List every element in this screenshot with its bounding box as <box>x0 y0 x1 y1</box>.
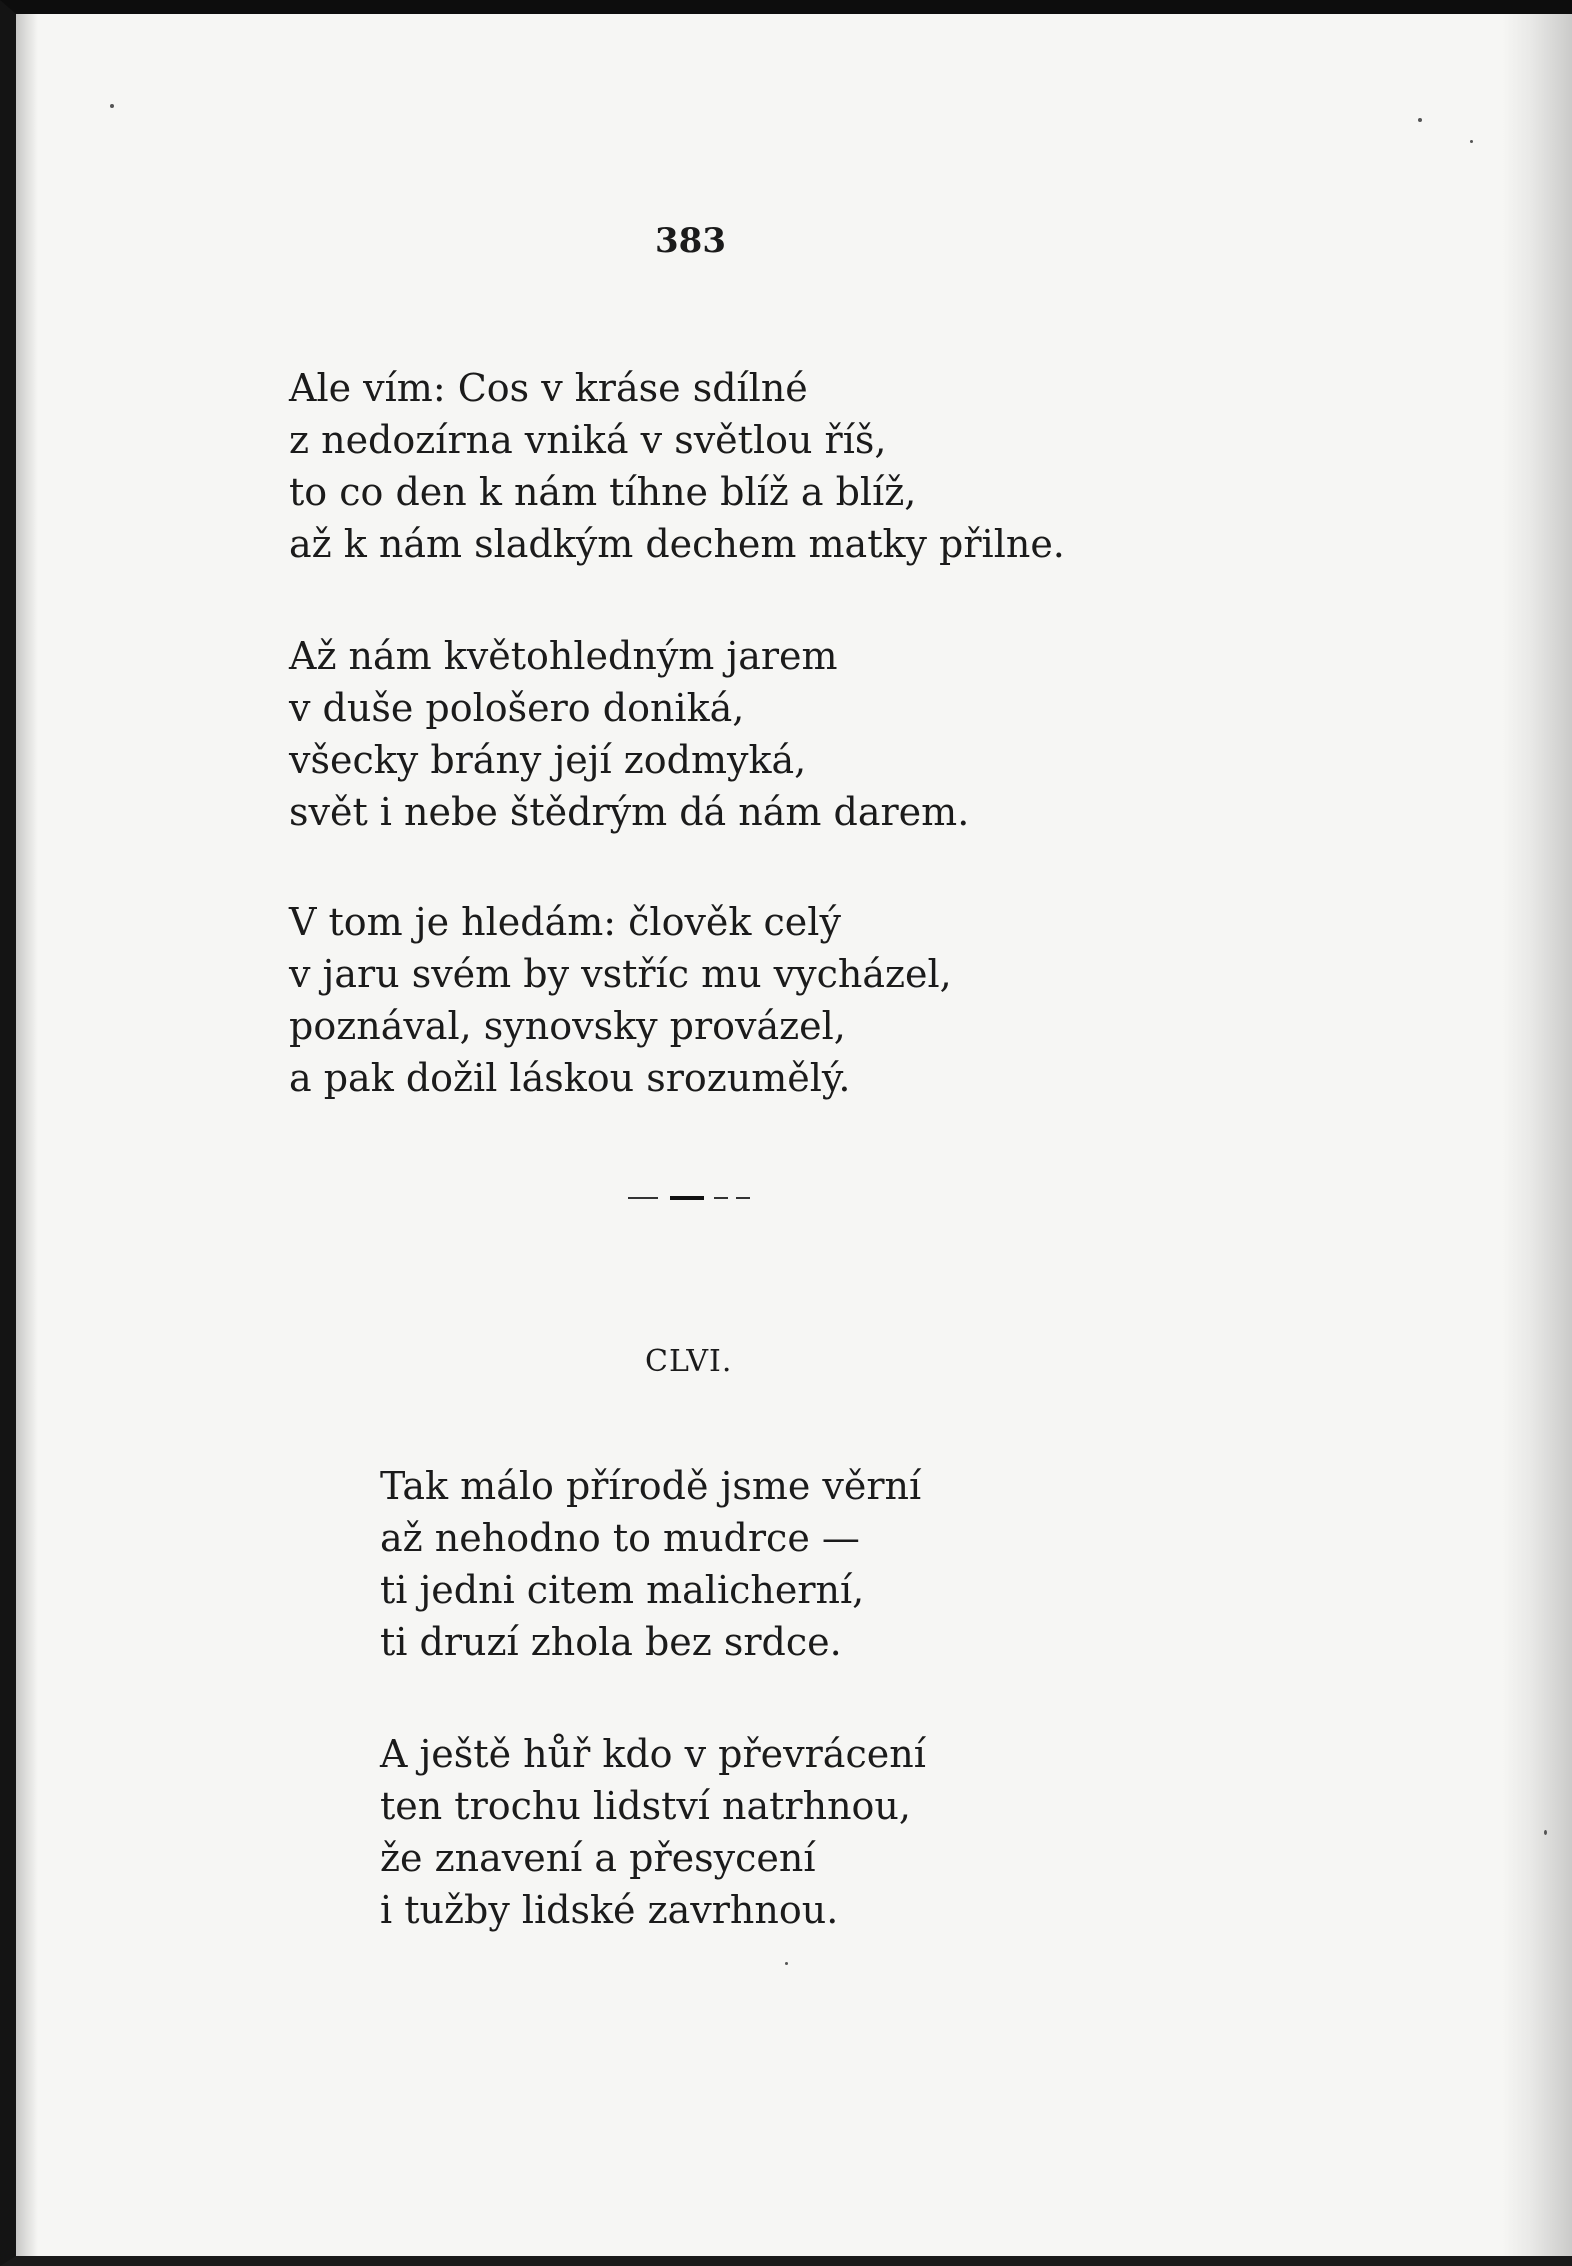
verse-line: i tužby lidské zavrhnou. <box>380 1888 839 1932</box>
verse-line: Až nám květohledným jarem <box>289 634 838 678</box>
verse-line: až nehodno to mudrce — <box>380 1516 860 1560</box>
verse-line: to co den k nám tíhne blíž a blíž, <box>289 470 917 514</box>
verse-line: všecky brány její zodmyká, <box>289 738 807 782</box>
divider-segment <box>714 1197 728 1199</box>
poem-number-heading: CLVI. <box>645 1344 733 1379</box>
scan-speck <box>1418 118 1422 122</box>
verse-line: Ale vím: Cos v kráse sdílné <box>289 366 808 410</box>
scan-speck <box>1544 1830 1547 1835</box>
stanza-4 <box>380 1460 921 1668</box>
verse-line: ti jedni citem malicherní, <box>380 1568 865 1612</box>
stanza-1 <box>289 362 1065 570</box>
verse-line: a pak dožil láskou srozumělý. <box>289 1056 851 1100</box>
section-divider-ornament <box>628 1196 752 1202</box>
divider-segment <box>736 1197 750 1199</box>
divider-segment <box>628 1197 658 1199</box>
verse-line: A ještě hůř kdo v převrácení <box>380 1732 926 1776</box>
scan-speck <box>1470 140 1473 143</box>
page-edge-shadow <box>1502 14 1572 2256</box>
verse-line: V tom je hledám: člověk celý <box>289 900 841 944</box>
scan-speck <box>785 1962 788 1965</box>
divider-segment <box>670 1196 704 1200</box>
verse-line: ten trochu lidství natrhnou, <box>380 1784 911 1828</box>
verse-line: svět i nebe štědrým dá nám darem. <box>289 790 970 834</box>
verse-line: z nedozírna vniká v světlou říš, <box>289 418 887 462</box>
verse-line: v duše pološero doniká, <box>289 686 745 730</box>
stanza-2 <box>289 630 969 838</box>
page-number: 383 <box>655 221 726 261</box>
stanza-3 <box>289 896 952 1104</box>
verse-line: ti druzí zhola bez srdce. <box>380 1620 842 1664</box>
verse-line: že znavení a přesycení <box>380 1836 816 1880</box>
verse-line: Tak málo přírodě jsme věrní <box>380 1464 922 1508</box>
verse-line: v jaru svém by vstříc mu vycházel, <box>289 952 952 996</box>
stanza-5 <box>380 1728 926 1936</box>
verse-line: poznával, synovsky provázel, <box>289 1004 846 1048</box>
verse-line: až k nám sladkým dechem matky přilne. <box>289 522 1065 566</box>
page-gutter-shadow <box>16 14 38 2256</box>
scan-speck <box>110 104 114 108</box>
